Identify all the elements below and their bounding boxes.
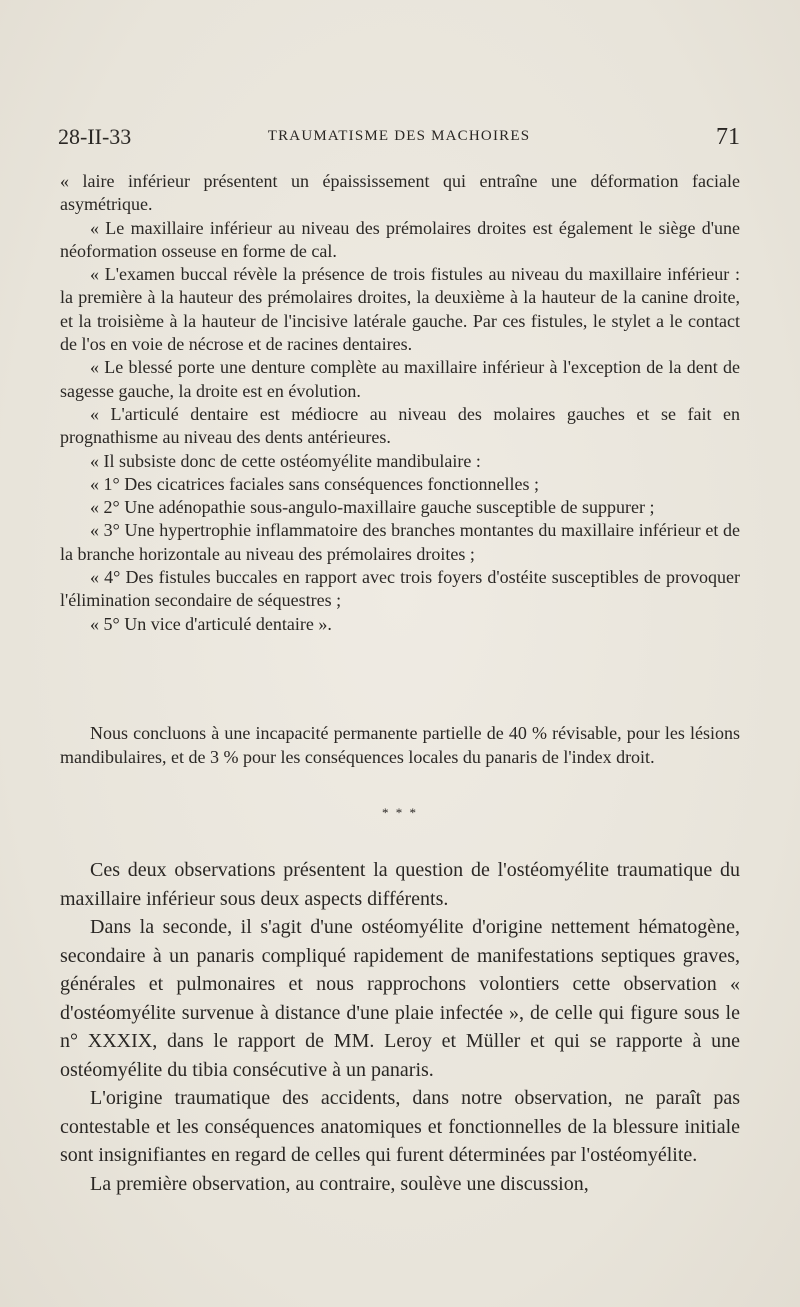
quoted-paragraph: « L'articulé dentaire est médiocre au niveau des molaires gauches et se fait en prognathisme au niveau des dents antérieures. [60, 403, 740, 448]
quoted-paragraph: « laire inférieur présentent un épaississement qui entraîne une déformation faciale asymétrique. [60, 171, 740, 215]
page-number: 71 [716, 124, 740, 150]
body-paragraph: La première observation, au contraire, soulève une discussion, [90, 1172, 589, 1195]
body-paragraph: L'origine traumatique des accidents, dans notre observation, ne paraît pas contestable et les conséquences anatomiques et fonctionnelles de la blessure initiale sont insignifiantes en regard de celles qui furent déterminées par l'ostéomyélite. [60, 1087, 740, 1166]
conclusion-paragraph: Nous concluons à une incapacité permanente partielle de 40 % révisable, pour les lésions mandibulaires, et de 3 % pour les conséquences locales du panaris de l'index droit. [60, 723, 740, 767]
quoted-paragraph: « Il subsiste donc de cette ostéomyélite mandibulaire : [90, 450, 481, 471]
quoted-paragraph: « 2° Une adénopathie sous-angulo-maxillaire gauche susceptible de suppurer ; [90, 497, 655, 518]
page-title: TRAUMATISME DES MACHOIRES [267, 128, 531, 144]
body-paragraph: Ces deux observations présentent la question de l'ostéomyélite traumatique du maxillaire inférieur sous deux aspects différents. [60, 859, 740, 910]
running-head [58, 124, 740, 154]
quoted-report [60, 170, 740, 636]
body-paragraph: Dans la seconde, il s'agit d'une ostéomyélite d'origine nettement hématogène, secondaire à un panaris compliqué rapidement de manifestations septiques graves, générales et pulmonaires et nous rapprochons volontiers cette observation « d'ostéomyélite survenue à distance d'une plaie infectée », de celle qui figure sous le n° XXXIX, dans le rapport de MM. Leroy et Müller et qui se rapporte à une ostéomyélite du tibia consécutive à un panaris. [60, 916, 740, 1081]
quoted-paragraph: « Le blessé porte une denture complète au maxillaire inférieur à l'exception de la dent de sagesse gauche, la droite est en évolution. [60, 357, 740, 401]
body-text [60, 856, 740, 1198]
quoted-paragraph: « 4° Des fistules buccales en rapport avec trois foyers d'ostéite susceptibles de provoquer l'élimination secondaire de séquestres ; [60, 567, 740, 611]
quoted-paragraph: « 1° Des cicatrices faciales sans conséquences fonctionnelles ; [90, 473, 540, 494]
quoted-paragraph: « 3° Une hypertrophie inflammatoire des branches montantes du maxillaire inférieur et de la branche horizontale au niveau des prémolaires droites ; [60, 520, 740, 564]
quoted-paragraph: « L'examen buccal révèle la présence de trois fistules au niveau du maxillaire inférieur : la première à la hauteur des prémolaires droites, la deuxième à la hauteur de la canine droite, et la troisième à la hauteur de l'incisive latérale gauche. Par ces fistules, le stylet a le contact de l'os en voie de nécrose et de racines dentaires. [60, 264, 740, 355]
page-date: 28-II-33 [58, 124, 132, 149]
quoted-paragraph: « 5° Un vice d'articulé dentaire ». [90, 613, 332, 634]
quoted-paragraph: « Le maxillaire inférieur au niveau des prémolaires droites est également le siège d'une néoformation osseuse en forme de cal. [60, 217, 740, 261]
asterism-separator: * * * [382, 805, 418, 820]
